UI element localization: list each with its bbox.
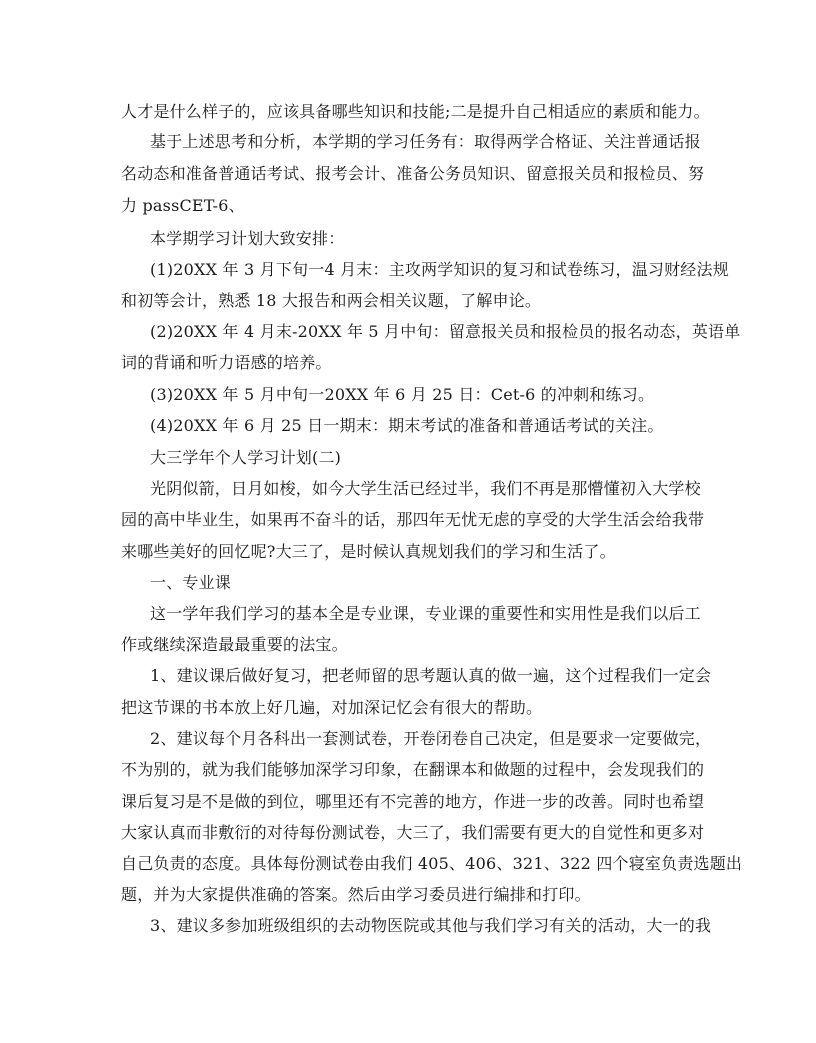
- text-line: 不为别的，就为我们能够加深学习印象，在翻课本和做题的过程中，会发现我们的: [121, 760, 705, 779]
- text-line: 题，并为大家提供准确的答案。然后由学习委员进行编排和打印。: [121, 885, 591, 904]
- section-heading: 一、专业课: [150, 573, 232, 592]
- text-line: 自己负责的态度。具体每份测试卷由我们 405、406、321、322 四个寝室负责选题出: [121, 854, 743, 873]
- text-line: 光阴似箭，日月如梭，如今大学生活已经过半，我们不再是那懵懂初入大学校: [150, 479, 701, 498]
- text-line: (3)20XX 年 5 月中旬一20XX 年 6 月 25 日：Cet-6 的冲刺和练习。: [150, 385, 655, 404]
- text-line: 3、建议多参加班级组织的去动物医院或其他与我们学习有关的活动，大一的我: [150, 916, 712, 935]
- text-line: 这一学年我们学习的基本全是专业课，专业课的重要性和实用性是我们以后工: [150, 604, 701, 623]
- text-line: 基于上述思考和分析，本学期的学习任务有：取得两学合格证、关注普通话报: [150, 132, 701, 151]
- section-heading: 大三学年个人学习计划(二): [150, 448, 342, 467]
- text-line: (1)20XX 年 3 月下旬一4 月末：主攻两学知识的复习和试卷练习，温习财经法规: [150, 260, 729, 279]
- text-line: 1、建议课后做好复习，把老师留的思考题认真的做一遍，这个过程我们一定会: [150, 666, 712, 685]
- text-line: 2、建议每个月各科出一套测试卷，开卷闭卷自己决定，但是要求一定要做完，: [150, 729, 712, 748]
- text-line: 大家认真而非敷衍的对待每份测试卷，大三了，我们需要有更大的自觉性和更多对: [121, 823, 705, 842]
- text-line: (4)20XX 年 6 月 25 日一期末：期末考试的准备和普通话考试的关注。: [150, 416, 664, 435]
- text-line: 课后复习是不是做的到位，哪里还有不完善的地方，作进一步的改善。同时也希望: [121, 792, 705, 811]
- text-line: 来哪些美好的回忆呢?大三了，是时候认真规划我们的学习和生活了。: [121, 542, 616, 561]
- text-line: 名动态和准备普通话考试、报考会计、准备公务员知识、留意报关员和报检员、努: [121, 164, 705, 183]
- text-line: 词的背诵和听力语感的培养。: [121, 353, 332, 372]
- text-line: 人才是什么样子的，应该具备哪些知识和技能;二是提升自己相适应的素质和能力。: [121, 102, 710, 121]
- text-line: 把这节课的书本放上好几遍，对加深记忆会有很大的帮助。: [121, 698, 543, 717]
- text-line: 园的高中毕业生，如果再不奋斗的话，那四年无忧无虑的享受的大学生活会给我带: [121, 510, 705, 529]
- text-line: 和初等会计，熟悉 18 大报告和两会相关议题，了解申论。: [121, 291, 542, 310]
- text-line: 力 passCET-6、: [121, 196, 245, 215]
- text-line: 作或继续深造最最重要的法宝。: [121, 635, 348, 654]
- text-line: (2)20XX 年 4 月末-20XX 年 5 月中旬：留意报关员和报检员的报名动态，英语单: [150, 322, 741, 341]
- text-line: 本学期学习计划大致安排：: [150, 229, 345, 248]
